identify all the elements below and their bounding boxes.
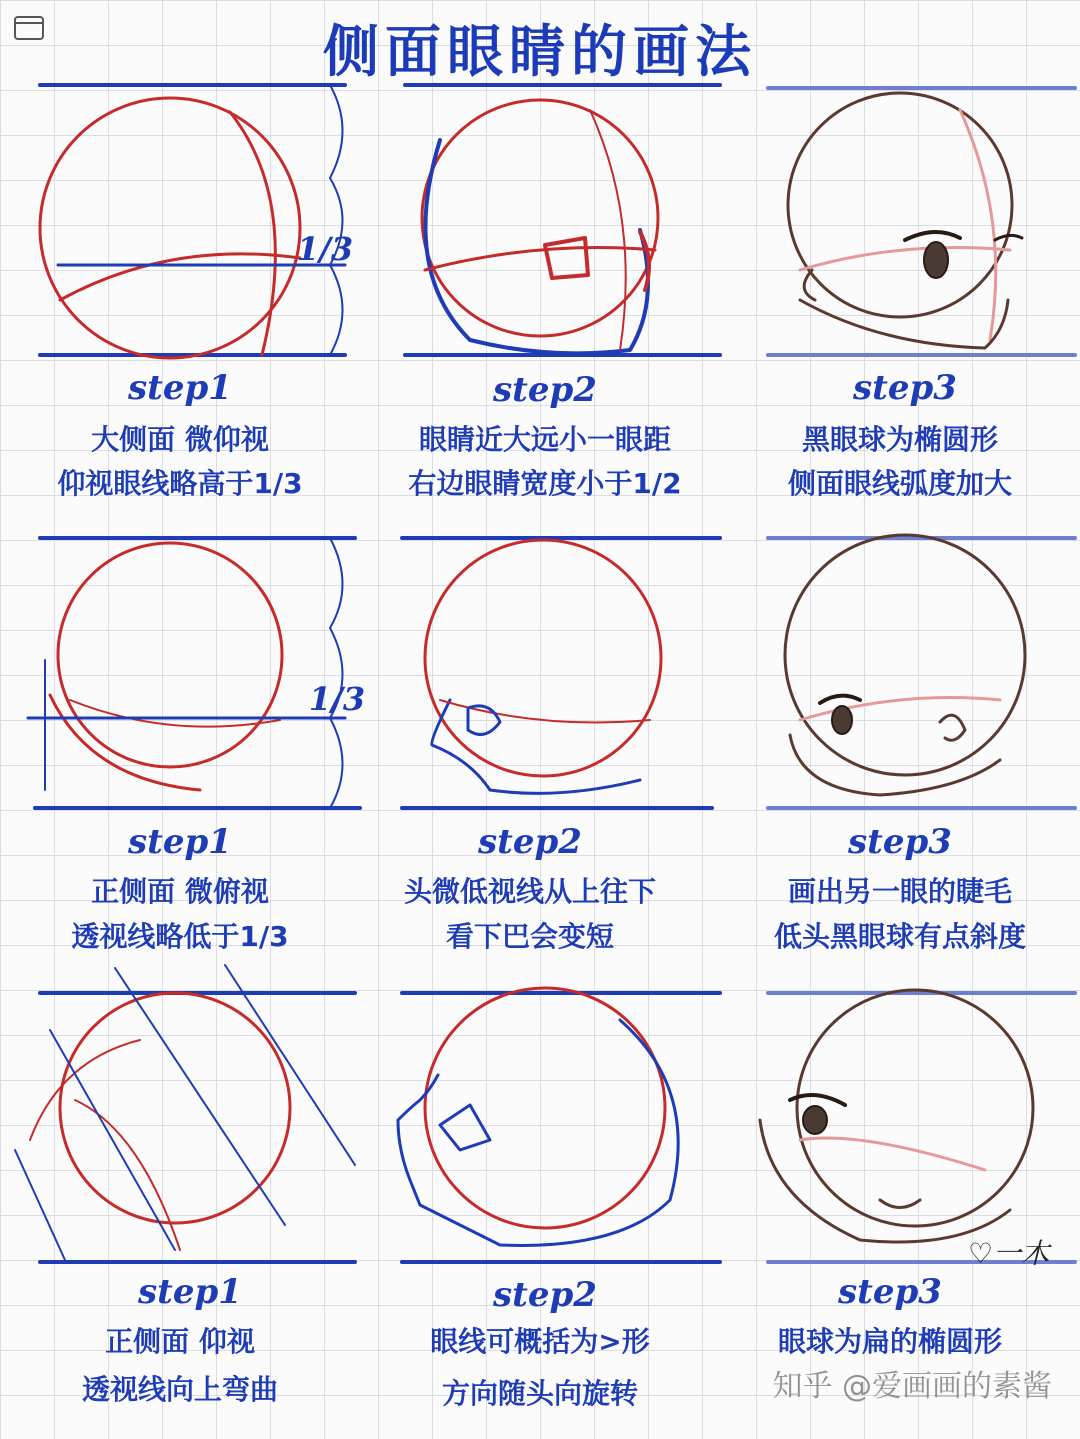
caption-line1: 正侧面 微俯视 [91, 875, 269, 908]
watermark: 知乎 @爱画画的素酱 [772, 1369, 1052, 1404]
step-label: step3 [838, 1272, 942, 1312]
step-label: step3 [848, 822, 952, 862]
caption-line2: 透视线略低于1/3 [71, 920, 289, 953]
row2-step1-drawing [28, 538, 345, 808]
row1-step3-drawing [788, 93, 1022, 348]
caption-line2: 透视线向上弯曲 [81, 1373, 278, 1406]
step-label: step1 [138, 1272, 242, 1312]
page-title: 侧面眼睛的画法 [323, 20, 757, 85]
caption-line1: 画出另一眼的睫毛 [787, 875, 1012, 908]
step-label: step2 [493, 1275, 597, 1315]
caption-line2: 仰视眼线略高于1/3 [57, 467, 303, 500]
step-label: step1 [128, 822, 232, 862]
step-label: step3 [853, 368, 957, 408]
one-third-label-row1: 1/3 [296, 230, 354, 268]
row3-step3-drawing [760, 990, 1033, 1242]
caption-line1: 眼睛近大远小一眼距 [418, 423, 671, 456]
guide-lines [35, 85, 1075, 1262]
step-label: step2 [478, 822, 582, 862]
step-label: step1 [128, 368, 232, 408]
row1-step1-drawing [40, 85, 345, 358]
row1-step2-drawing [422, 100, 658, 353]
artist-signature: ♡一木 [968, 1237, 1050, 1270]
step-label: step2 [493, 370, 597, 410]
caption-line1: 头微低视线从上往下 [403, 875, 656, 908]
one-third-label-row2: 1/3 [308, 680, 366, 718]
caption-line1: 黑眼球为椭圆形 [801, 423, 998, 456]
row3-step2-drawing [398, 988, 678, 1245]
row2-step3-drawing [785, 535, 1025, 795]
caption-line1: 眼线可概括为>形 [430, 1325, 650, 1358]
row2-step2-drawing [425, 540, 661, 793]
caption-line1: 正侧面 仰视 [105, 1325, 255, 1358]
row3-step1-drawing [15, 965, 355, 1260]
caption-line2: 右边眼睛宽度小于1/2 [408, 467, 682, 500]
caption-line2: 低头黑眼球有点斜度 [773, 920, 1026, 953]
caption-line2: 方向随头向旋转 [441, 1377, 638, 1410]
caption-line2: 看下巴会变短 [445, 920, 614, 953]
caption-line1: 大侧面 微仰视 [91, 423, 269, 456]
caption-line1: 眼球为扁的椭圆形 [777, 1325, 1002, 1358]
caption-line2: 侧面眼线弧度加大 [787, 467, 1012, 500]
